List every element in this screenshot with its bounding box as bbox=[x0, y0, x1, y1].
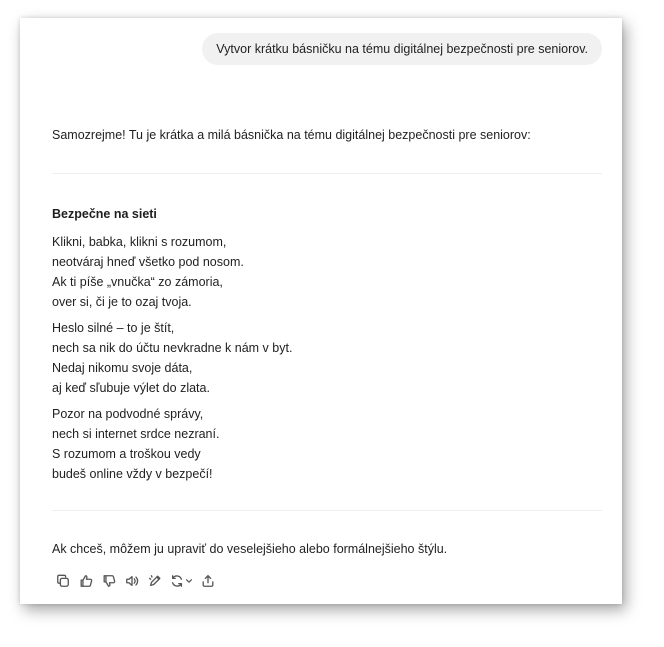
poem-line: nech si internet srdce nezraní. bbox=[52, 427, 220, 441]
poem-line: Nedaj nikomu svoje dáta, bbox=[52, 361, 193, 375]
assistant-outro: Ak chceš, môžem ju upraviť do veselejšieho alebo formálnejšieho štýlu. bbox=[52, 542, 448, 556]
poem-line: Klikni, babka, klikni s rozumom, bbox=[52, 235, 227, 249]
stanza-3 bbox=[52, 404, 292, 484]
poem-line: neotváraj hneď všetko pod nosom. bbox=[52, 255, 244, 269]
chat-panel bbox=[20, 18, 622, 604]
regenerate-button[interactable] bbox=[166, 572, 196, 590]
user-message-bubble: Vytvor krátku básničku na tému digitálnej bezpečnosti pre seniorov. bbox=[202, 33, 602, 65]
chevron-down-icon bbox=[185, 577, 193, 585]
divider bbox=[52, 173, 602, 174]
stanza-1 bbox=[52, 232, 292, 312]
poem-line: over si, či je to ozaj tvoja. bbox=[52, 295, 192, 309]
dislike-button[interactable] bbox=[97, 572, 120, 590]
thumbs-down-icon bbox=[102, 574, 116, 588]
edit-icon bbox=[148, 574, 162, 588]
poem-line: Heslo silné – to je štít, bbox=[52, 321, 175, 335]
poem-line: nech sa nik do účtu nevkradne k nám v byt. bbox=[52, 341, 293, 355]
read-aloud-button[interactable] bbox=[120, 572, 143, 590]
message-actions bbox=[51, 572, 219, 590]
copy-button[interactable] bbox=[51, 572, 74, 590]
like-button[interactable] bbox=[74, 572, 97, 590]
regenerate-icon bbox=[170, 574, 184, 588]
poem-line: Ak ti píše „vnučka“ zo zámoria, bbox=[52, 275, 223, 289]
thumbs-up-icon bbox=[79, 574, 93, 588]
poem-line: Pozor na podvodné správy, bbox=[52, 407, 204, 421]
assistant-intro: Samozrejme! Tu je krátka a milá básnička na tému digitálnej bezpečnosti pre seniorov: bbox=[52, 128, 531, 142]
share-icon bbox=[201, 574, 215, 588]
copy-icon bbox=[56, 574, 70, 588]
poem-line: budeš online vždy v bezpečí! bbox=[52, 467, 213, 481]
edit-button[interactable] bbox=[143, 572, 166, 590]
divider bbox=[52, 510, 602, 511]
poem-line: S rozumom a troškou vedy bbox=[52, 447, 201, 461]
read-aloud-icon bbox=[125, 574, 139, 588]
poem-title: Bezpečne na sieti bbox=[52, 207, 157, 221]
poem bbox=[52, 206, 292, 490]
poem-line: aj keď sľubuje výlet do zlata. bbox=[52, 381, 210, 395]
share-button[interactable] bbox=[196, 572, 219, 590]
stanza-2 bbox=[52, 318, 292, 398]
